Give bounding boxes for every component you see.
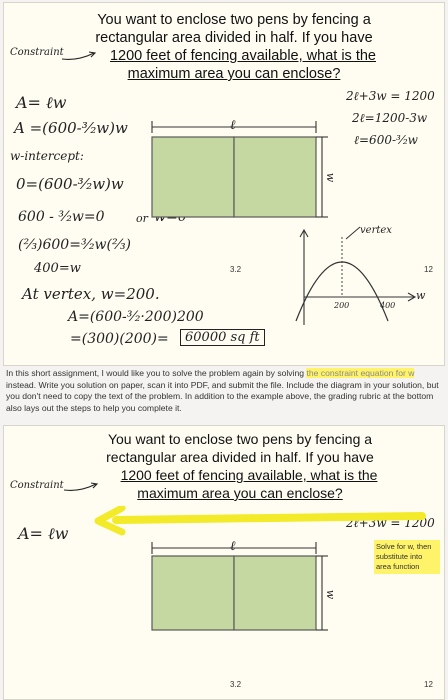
w-400: 400=w <box>34 261 81 276</box>
length-label: ℓ <box>230 118 236 133</box>
problem-2-line-4: maximum area you can enclose? <box>137 485 343 501</box>
length-label-2: ℓ <box>230 539 236 554</box>
vertex-label: vertex <box>360 225 392 236</box>
pen-left-2 <box>152 556 234 630</box>
problem-line-2: rectangular area divided in half. If you have <box>95 30 373 46</box>
problem-line-4: maximum area you can enclose? <box>127 66 341 82</box>
constraint-equation-2: 2ℓ+3w = 1200 <box>346 516 435 530</box>
area-substitution: A=(600-³⁄₂·200)200 <box>68 309 204 325</box>
area-equation: A= ℓw <box>16 93 67 112</box>
problem-text <box>54 11 414 83</box>
pen-right <box>234 137 316 217</box>
page-number-right: 12 <box>424 265 433 274</box>
problem-text-2 <box>70 430 410 502</box>
page-number-left: 3.2 <box>230 265 242 274</box>
assignment-instructions <box>6 368 442 414</box>
page-number-right-2: 12 <box>424 680 433 689</box>
width-label: w <box>324 172 338 183</box>
constraint-arrow-2 <box>62 480 102 494</box>
solve-equation: 600 - ³⁄₂w=0 <box>18 209 105 225</box>
width-label-2: w <box>324 589 338 600</box>
instructions-text-1: In this short assignment, I would like you to solve the problem again by solving <box>6 368 307 378</box>
graph-axis-w: w <box>416 289 426 302</box>
max-area-answer: 60000 sq ft <box>180 329 265 346</box>
constraint-tag-2: Constraint <box>10 480 64 491</box>
solve-l-step-2: ℓ=600-³⁄₂w <box>354 133 418 147</box>
solve-for-w-note: Solve for w, then substitute into area function <box>374 540 440 574</box>
constraint-equation: 2ℓ+3w = 1200 <box>346 89 435 103</box>
vertex-statement: At vertex, w=200. <box>22 285 160 303</box>
zero-equation: 0=(600-³⁄₂w)w <box>16 175 124 193</box>
area-result: =(300)(200)= <box>70 331 169 347</box>
constraint-arrow <box>60 49 100 63</box>
tick-200: 200 <box>334 301 350 310</box>
constraint-tag: Constraint <box>10 47 64 58</box>
pen-left <box>152 137 234 217</box>
pens-diagram-2 <box>150 542 340 650</box>
solve-l-step-1: 2ℓ=1200-3w <box>352 111 428 125</box>
assignment-panel <box>3 425 445 700</box>
instructions-text-2: instead. Write you solution on paper, scan it into PDF, and submit the file. Include the diagram in your solution, but you don't need to copy the text of the problem. In addition to the example above, the grading rubric at the bottom also lays out the steps to help you complete it. <box>6 379 439 413</box>
or-text: or <box>136 212 148 225</box>
yellow-arrow <box>92 506 432 536</box>
problem-line-1: You want to enclose two pens by fencing a <box>97 12 371 28</box>
intercept-label: w-intercept: <box>10 149 84 163</box>
problem-2-line-3: 1200 feet of fencing available, what is the <box>120 467 378 483</box>
instructions-highlight: the constraint equation for w <box>306 368 415 378</box>
pens-diagram <box>150 115 340 223</box>
substituted-area: A =(600-³⁄₂w)w <box>14 119 128 137</box>
problem-2-line-1: You want to enclose two pens by fencing a <box>107 431 373 447</box>
worked-example-panel <box>3 2 445 366</box>
area-parabola-graph <box>284 225 434 329</box>
multiply-equation: (⅔)600=³⁄₂w(⅔) <box>18 237 131 253</box>
page-number-left-2: 3.2 <box>230 680 242 689</box>
pen-right-2 <box>234 556 316 630</box>
tick-400: 400 <box>380 301 396 310</box>
area-equation-2: A= ℓw <box>18 524 69 543</box>
problem-line-3: 1200 feet of fencing available, what is the <box>109 48 376 64</box>
problem-2-line-2: rectangular area divided in half. If you have <box>106 449 374 465</box>
